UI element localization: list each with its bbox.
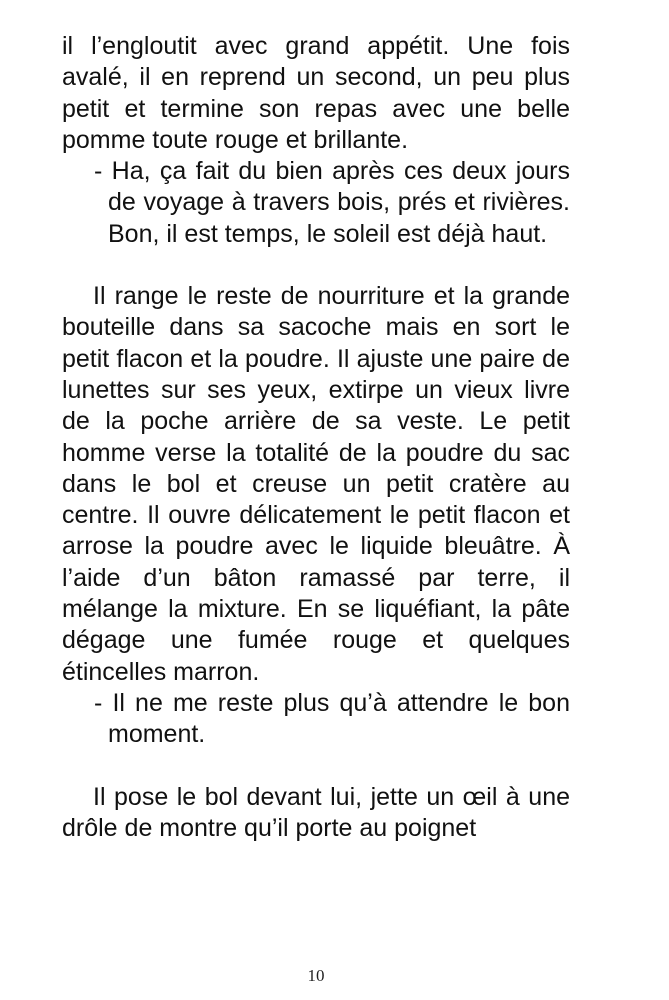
paragraph-2: Il range le reste de nourriture et la grande bouteille dans sa sacoche mais en sort le petit flacon et la poudre. Il ajuste une paire de lunettes sur ses yeux, extirpe un vieux livre de la poche arrière de sa veste. Le petit homme verse la totalité de la poudre du sac dans le bol et creuse un petit cratère au centre. Il ouvre délicatement le petit flacon et arrose la poudre avec le liquide bleuâtre. À l’aide d’un bâton ramassé par terre, il mélange la mixture. En se liquéfiant, la pâte dégage une fumée rouge et quelques étincelles marron. <box>62 282 570 686</box>
paragraph-spacer <box>62 250 570 281</box>
page-body <box>62 31 570 844</box>
paragraph-spacer <box>62 751 570 782</box>
paragraph-1: il l’engloutit avec grand appétit. Une fois avalé, il en reprend un second, un peu plus petit et termine son repas avec une belle pomme toute rouge et brillante. <box>62 32 570 154</box>
page-number: 10 <box>307 966 325 985</box>
dialogue-line-2: - Il ne me reste plus qu’à attendre le bon moment. <box>94 688 570 749</box>
paragraph-3: Il pose le bol devant lui, jette un œil à une drôle de montre qu’il porte au poignet <box>62 782 570 842</box>
dialogue-line-1: - Ha, ça fait du bien après ces deux jours de voyage à travers bois, prés et rivières. Bon, il est temps, le soleil est déjà haut. <box>94 157 570 248</box>
